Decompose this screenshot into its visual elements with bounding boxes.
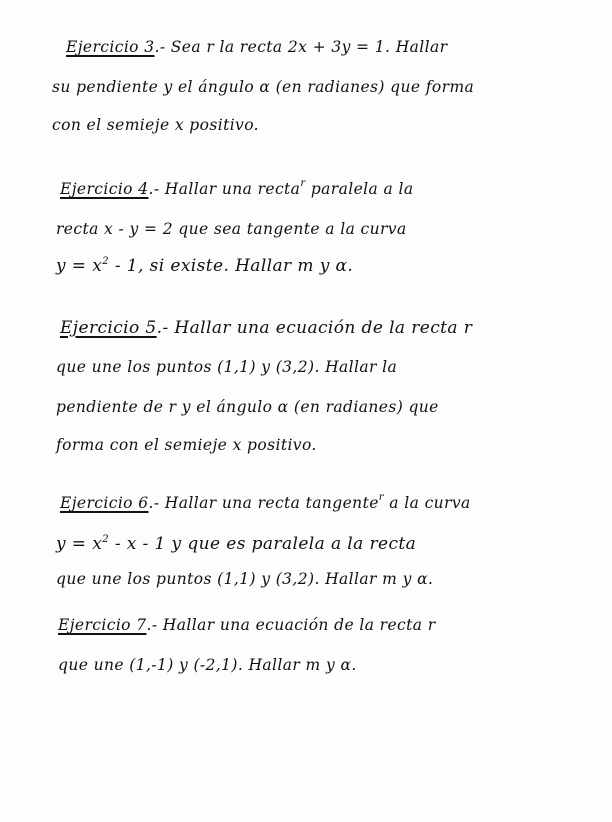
exercise-6-label: Ejercicio 6 bbox=[60, 494, 149, 512]
exercise-5-line-4 bbox=[56, 436, 317, 454]
exercise-6-line-1 bbox=[60, 494, 471, 512]
exercise-6-text-2a: y = x bbox=[56, 534, 103, 554]
exercise-6-text-2b: - x - 1 y que es paralela a la recta bbox=[109, 534, 417, 554]
exercise-7-text-2: que une (1,-1) y (-2,1). Hallar m y α. bbox=[58, 656, 357, 674]
exercise-7-line-2 bbox=[58, 656, 357, 674]
exercise-3-text-3: con el semieje x positivo. bbox=[52, 116, 260, 134]
exercise-3-line-2 bbox=[52, 78, 474, 96]
exercise-7-line-1 bbox=[58, 616, 436, 634]
exercise-4-text-2: recta x - y = 2 que sea tangente a la curva bbox=[56, 220, 407, 238]
exercise-5-line-2 bbox=[56, 358, 397, 376]
exercise-4-line-3 bbox=[56, 256, 353, 276]
exercise-4-line-2 bbox=[56, 220, 407, 238]
exercise-3-line-3 bbox=[52, 116, 259, 134]
exercise-5-text-2: que une los puntos (1,1) y (3,2). Hallar la bbox=[56, 358, 398, 376]
exercise-4-label: Ejercicio 4 bbox=[60, 180, 149, 198]
exercise-3-text-2: su pendiente y el ángulo α (en radianes) que forma bbox=[52, 78, 475, 96]
exercise-5-text-1: .- Hallar una ecuación de la recta r bbox=[156, 318, 473, 338]
exercise-3-line-1 bbox=[66, 38, 447, 56]
exercise-5-text-4: forma con el semieje x positivo. bbox=[56, 436, 317, 454]
exercise-6-r-mark: r bbox=[378, 492, 384, 503]
exercise-4-r-mark: r bbox=[300, 178, 306, 189]
exercise-3-label: Ejercicio 3 bbox=[66, 38, 155, 56]
exercise-4-text-3a: y = x bbox=[56, 256, 103, 276]
exercise-3-text-1: .- Sea r la recta 2x + 3y = 1. Hallar bbox=[154, 38, 448, 56]
exercise-5-line-1 bbox=[60, 318, 472, 338]
exercise-4-exponent: 2 bbox=[102, 256, 110, 267]
exercise-4-text-1b: paralela a la bbox=[305, 180, 414, 198]
exercise-7-text-1: .- Hallar una ecuación de la recta r bbox=[146, 616, 436, 634]
exercise-6-line-2 bbox=[56, 534, 416, 554]
exercise-4-line-1 bbox=[60, 180, 413, 198]
exercise-5-label: Ejercicio 5 bbox=[60, 318, 157, 338]
exercise-5-text-3: pendiente de r y el ángulo α (en radianes) que bbox=[56, 398, 439, 416]
exercise-6-text-3: que une los puntos (1,1) y (3,2). Hallar m y α. bbox=[56, 570, 434, 588]
exercise-6-line-3 bbox=[56, 570, 433, 588]
exercise-4-text-3b: - 1, si existe. Hallar m y α. bbox=[109, 256, 354, 276]
exercise-6-text-1b: a la curva bbox=[383, 494, 471, 512]
exercise-6-exponent: 2 bbox=[102, 534, 110, 545]
exercise-6-text-1: .- Hallar una recta tangente bbox=[148, 494, 379, 512]
exercise-4-text-1: .- Hallar una recta bbox=[148, 180, 301, 198]
exercise-7-label: Ejercicio 7 bbox=[58, 616, 147, 634]
exercise-5-line-3 bbox=[56, 398, 439, 416]
